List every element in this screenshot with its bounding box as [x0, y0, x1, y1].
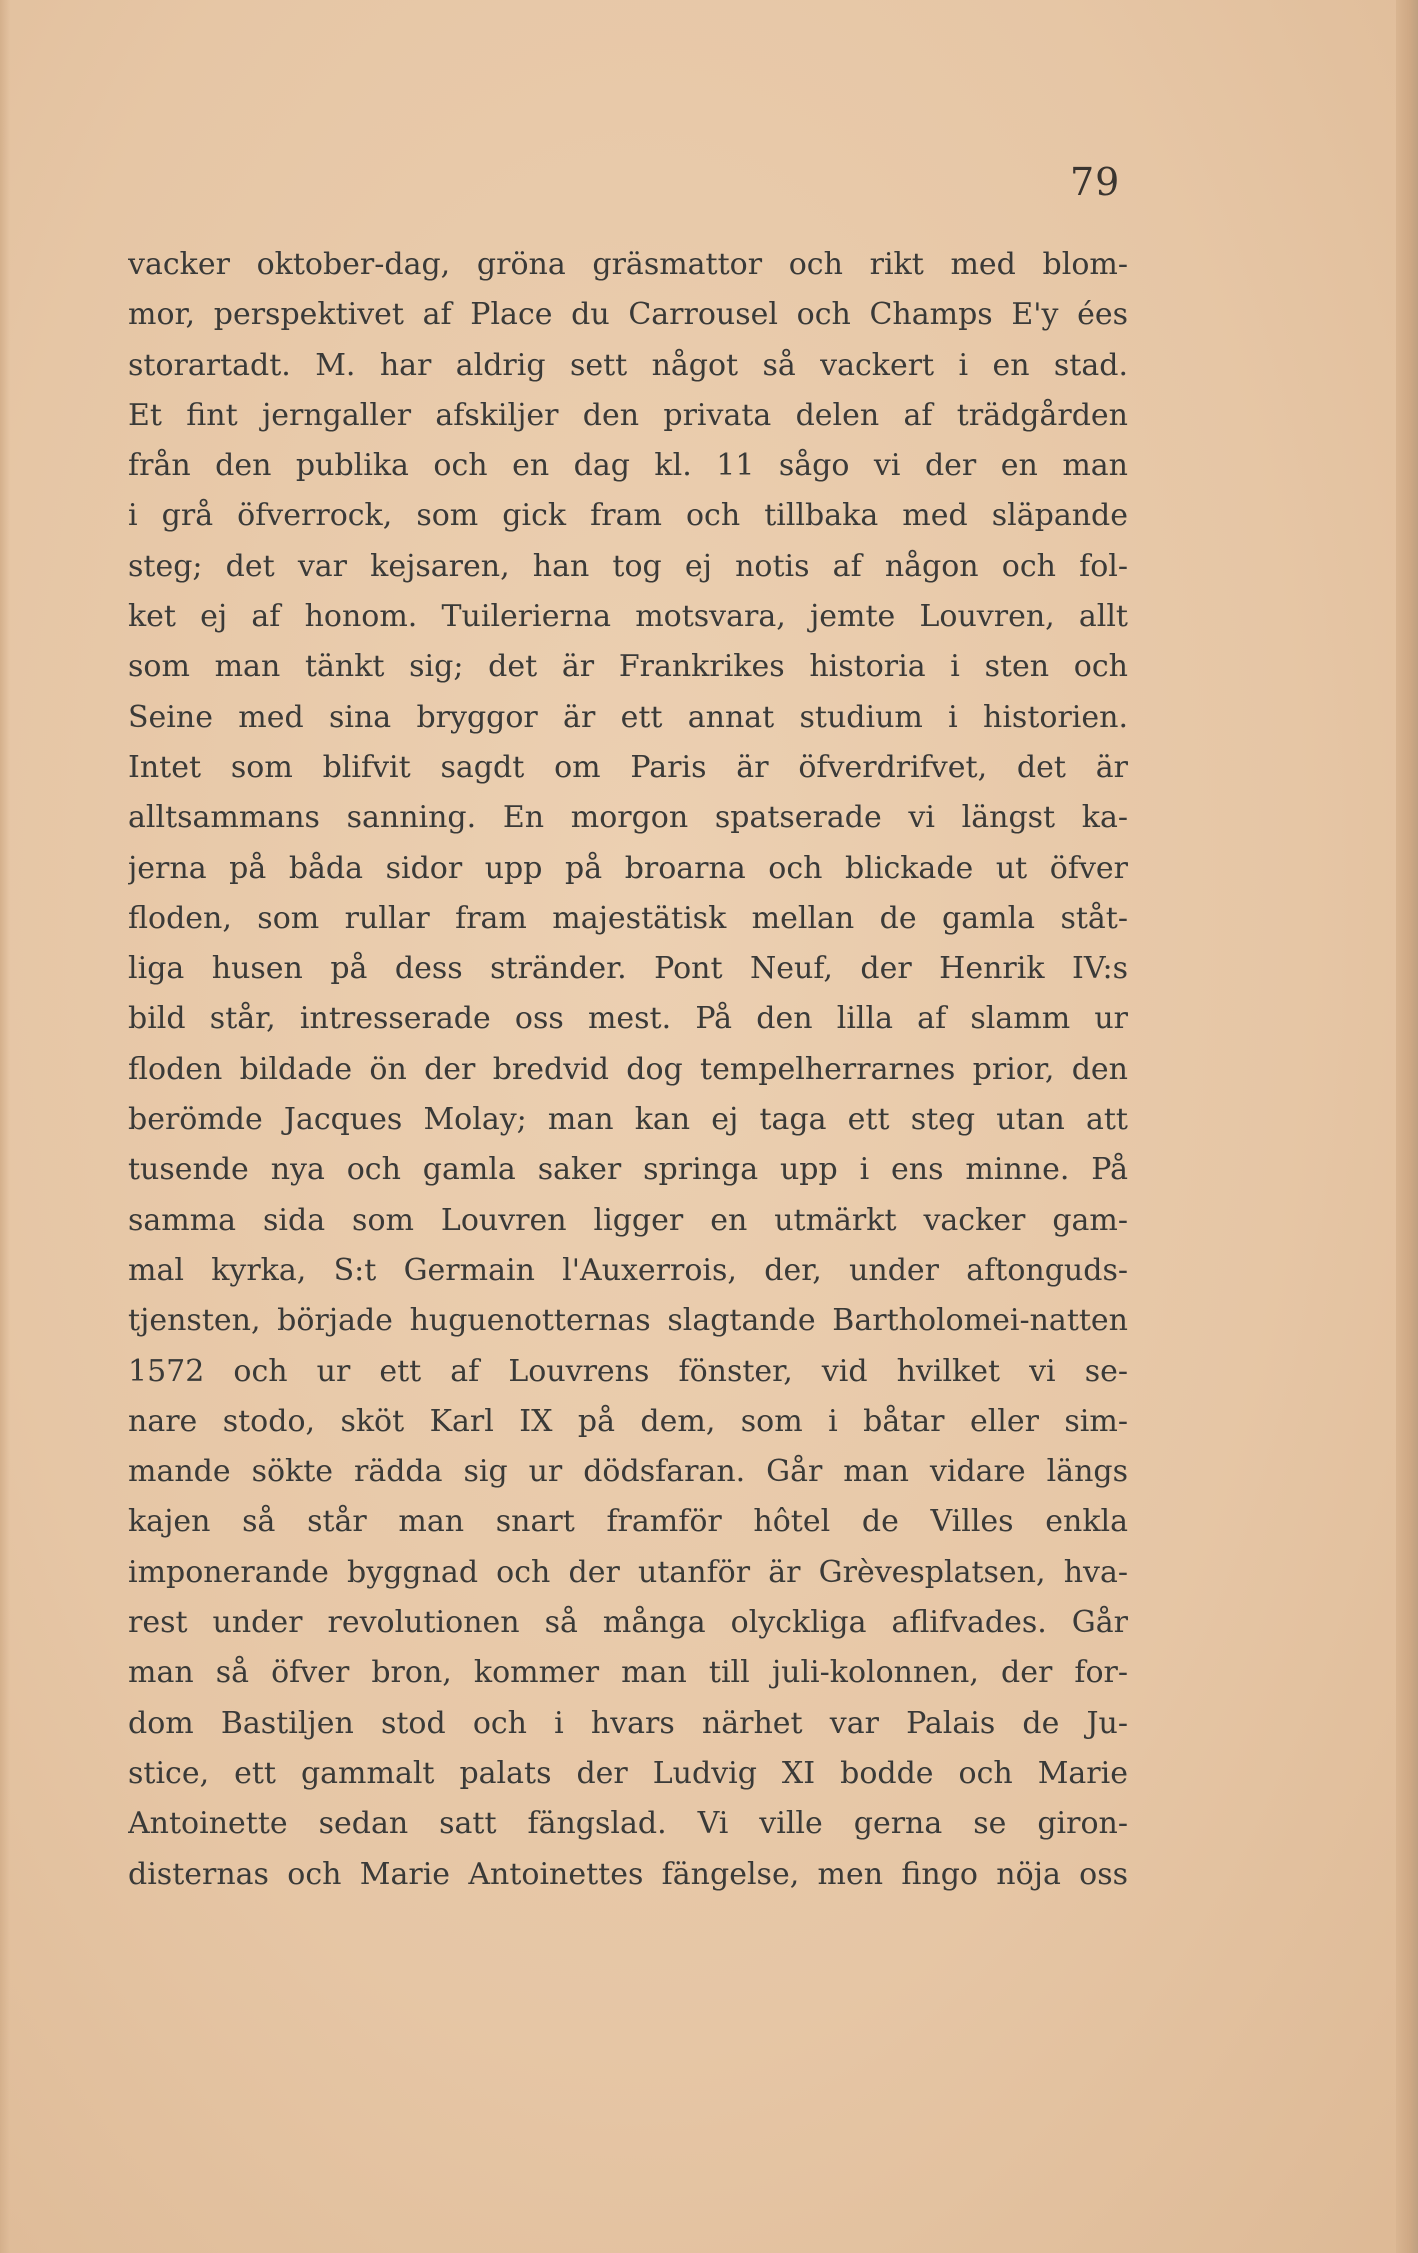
text-line: mal kyrka, S:t Germain l'Auxerrois, der, under aftonguds-	[128, 1252, 1128, 1288]
text-line: kajen så står man snart framför hôtel de Villes enkla	[128, 1504, 1128, 1540]
text-line: nare stodo, sköt Karl IX på dem, som i båtar eller sim-	[128, 1403, 1128, 1439]
text-line: floden, som rullar fram majestätisk mellan de gamla ståt-	[128, 900, 1128, 936]
text-line: samma sida som Louvren ligger en utmärkt vacker gam-	[128, 1202, 1128, 1238]
text-line: dom Bastiljen stod och i hvars närhet var Palais de Ju-	[128, 1705, 1128, 1741]
body-text	[128, 240, 1128, 1900]
text-line: stice, ett gammalt palats der Ludvig XI bodde och Marie	[128, 1755, 1128, 1791]
text-line: från den publika och en dag kl. 11 sågo vi der en man	[128, 448, 1128, 484]
text-line: Antoinette sedan satt fängslad. Vi ville gerna se giron-	[128, 1806, 1128, 1842]
text-line: som man tänkt sig; det är Frankrikes historia i sten och	[128, 649, 1128, 685]
text-line: liga husen på dess stränder. Pont Neuf, der Henrik IV:s	[128, 951, 1128, 987]
text-line: storartadt. M. har aldrig sett något så vackert i en stad.	[128, 347, 1128, 383]
text-line: jerna på båda sidor upp på broarna och blickade ut öfver	[128, 850, 1128, 886]
text-line: bild står, intresserade oss mest. På den lilla af slamm ur	[128, 1001, 1128, 1037]
text-line: 1572 och ur ett af Louvrens fönster, vid hvilket vi se-	[128, 1353, 1128, 1389]
text-line: Et fint jerngaller afskiljer den privata delen af trädgården	[128, 397, 1128, 433]
page-right-edge	[1396, 0, 1418, 2253]
text-line: berömde Jacques Molay; man kan ej taga ett steg utan att	[128, 1102, 1128, 1138]
text-line: i grå öfverrock, som gick fram och tillbaka med släpande	[128, 498, 1128, 534]
text-line: rest under revolutionen så många olyckliga aflifvades. Går	[128, 1605, 1128, 1641]
text-line: Intet som blifvit sagdt om Paris är öfverdrifvet, det är	[128, 749, 1128, 785]
text-line: vacker oktober-dag, gröna gräsmattor och rikt med blom-	[128, 247, 1128, 282]
text-line: mande sökte rädda sig ur dödsfaran. Går man vidare längs	[128, 1454, 1128, 1490]
text-line: ket ej af honom. Tuilerierna motsvara, jemte Louvren, allt	[128, 599, 1128, 635]
text-line: disternas och Marie Antoinettes fängelse, men fingo nöja oss	[128, 1856, 1128, 1892]
text-line: mor, perspektivet af Place du Carrousel och Champs E'y ées	[128, 297, 1128, 333]
text-line: man så öfver bron, kommer man till juli-kolonnen, der for-	[128, 1655, 1128, 1691]
text-line: imponerande byggnad och der utanför är Grèvesplatsen, hva-	[128, 1554, 1128, 1590]
text-line: tjensten, började huguenotternas slagtande Bartholomei-natten	[128, 1303, 1128, 1339]
text-line: alltsammans sanning. En morgon spatserade vi längst ka-	[128, 800, 1128, 836]
text-line: tusende nya och gamla saker springa upp i ens minne. På	[128, 1152, 1128, 1188]
page-left-edge	[0, 0, 10, 2253]
text-line: steg; det var kejsaren, han tog ej notis af någon och fol-	[128, 548, 1128, 584]
page-number: 79	[1070, 160, 1121, 204]
text-line: floden bildade ön der bredvid dog tempelherrarnes prior, den	[128, 1051, 1128, 1087]
text-line: Seine med sina bryggor är ett annat studium i historien.	[128, 699, 1128, 735]
